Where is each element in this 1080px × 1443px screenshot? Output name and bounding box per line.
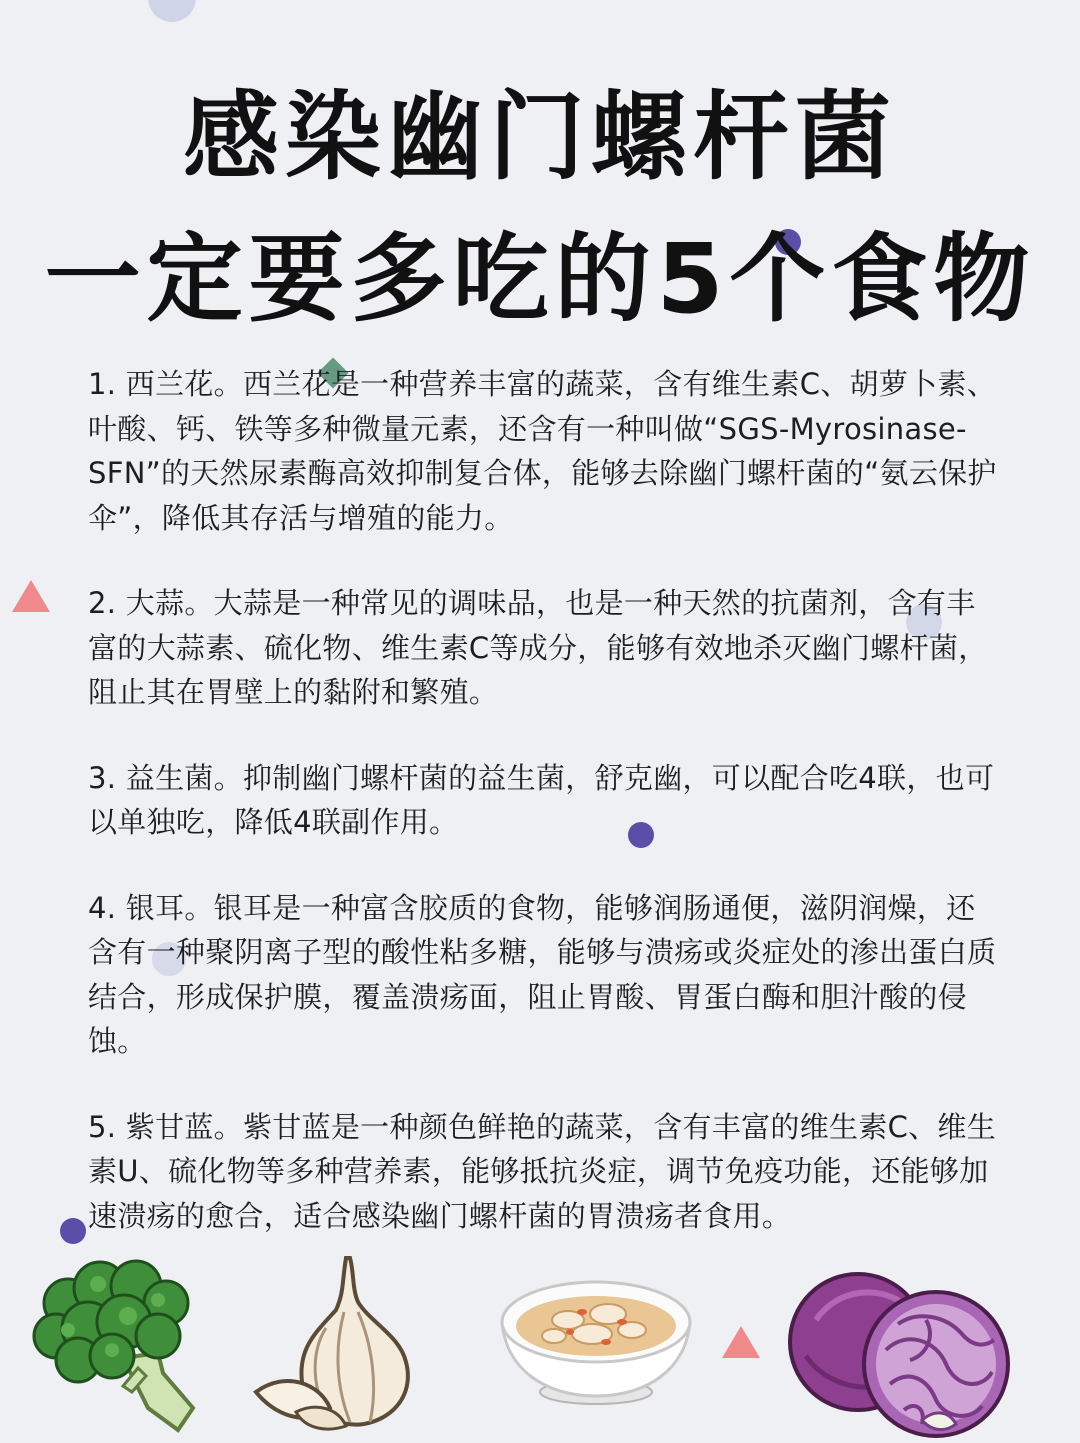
decor-triangle (12, 580, 50, 612)
decor-triangle (722, 1326, 760, 1358)
red-cabbage-icon (786, 1260, 1018, 1440)
tremella-soup-icon (496, 1270, 696, 1410)
page-title-line1: 感染幽门螺杆菌 (183, 81, 897, 193)
decor-circle (148, 0, 196, 22)
list-item-broccoli: 1. 西兰花。西兰花是一种营养丰富的蔬菜，含有维生素C、胡萝卜素、叶酸、钙、铁等多种微量元素，还含有一种叫做“SGS-Myrosinase-SFN”的天然尿素酶高效抑制复合体，能够去除幽门螺杆菌的“氨云保护伞”，降低其存活与增殖的能力。 (88, 367, 997, 535)
list-item-red-cabbage: 5. 紫甘蓝。紫甘蓝是一种颜色鲜艳的蔬菜，含有丰富的维生素C、维生素U、硫化物等多种营养素，能够抵抗炎症，调节免疫功能，还能够加速溃疡的愈合，适合感染幽门螺杆菌的胃溃疡者食用。 (88, 1109, 997, 1233)
food-list (88, 362, 1000, 1279)
list-item-probiotics: 3. 益生菌。抑制幽门螺杆菌的益生菌，舒克幽，可以配合吃4联，也可以单独吃，降低4联副作用。 (88, 760, 995, 839)
garlic-icon (246, 1252, 436, 1432)
list-item-tremella: 4. 银耳。银耳是一种富含胶质的食物，能够润肠通便，滋阴润燥，还含有一种聚阴离子型的酸性粘多糖，能够与溃疡或炎症处的渗出蛋白质结合，形成保护膜，覆盖溃疡面，阻止胃酸、胃蛋白酶和胆汁酸的侵蚀。 (88, 890, 997, 1058)
list-item-garlic: 2. 大蒜。大蒜是一种常见的调味品，也是一种天然的抗菌剂，含有丰富的大蒜素、硫化物、维生素C等成分，能够有效地杀灭幽门螺杆菌，阻止其在胃壁上的黏附和繁殖。 (88, 586, 988, 709)
decor-dot (60, 1218, 86, 1244)
page-title-line2: 一定要多吃的5个食物 (44, 223, 1036, 335)
broccoli-icon (28, 1258, 208, 1436)
